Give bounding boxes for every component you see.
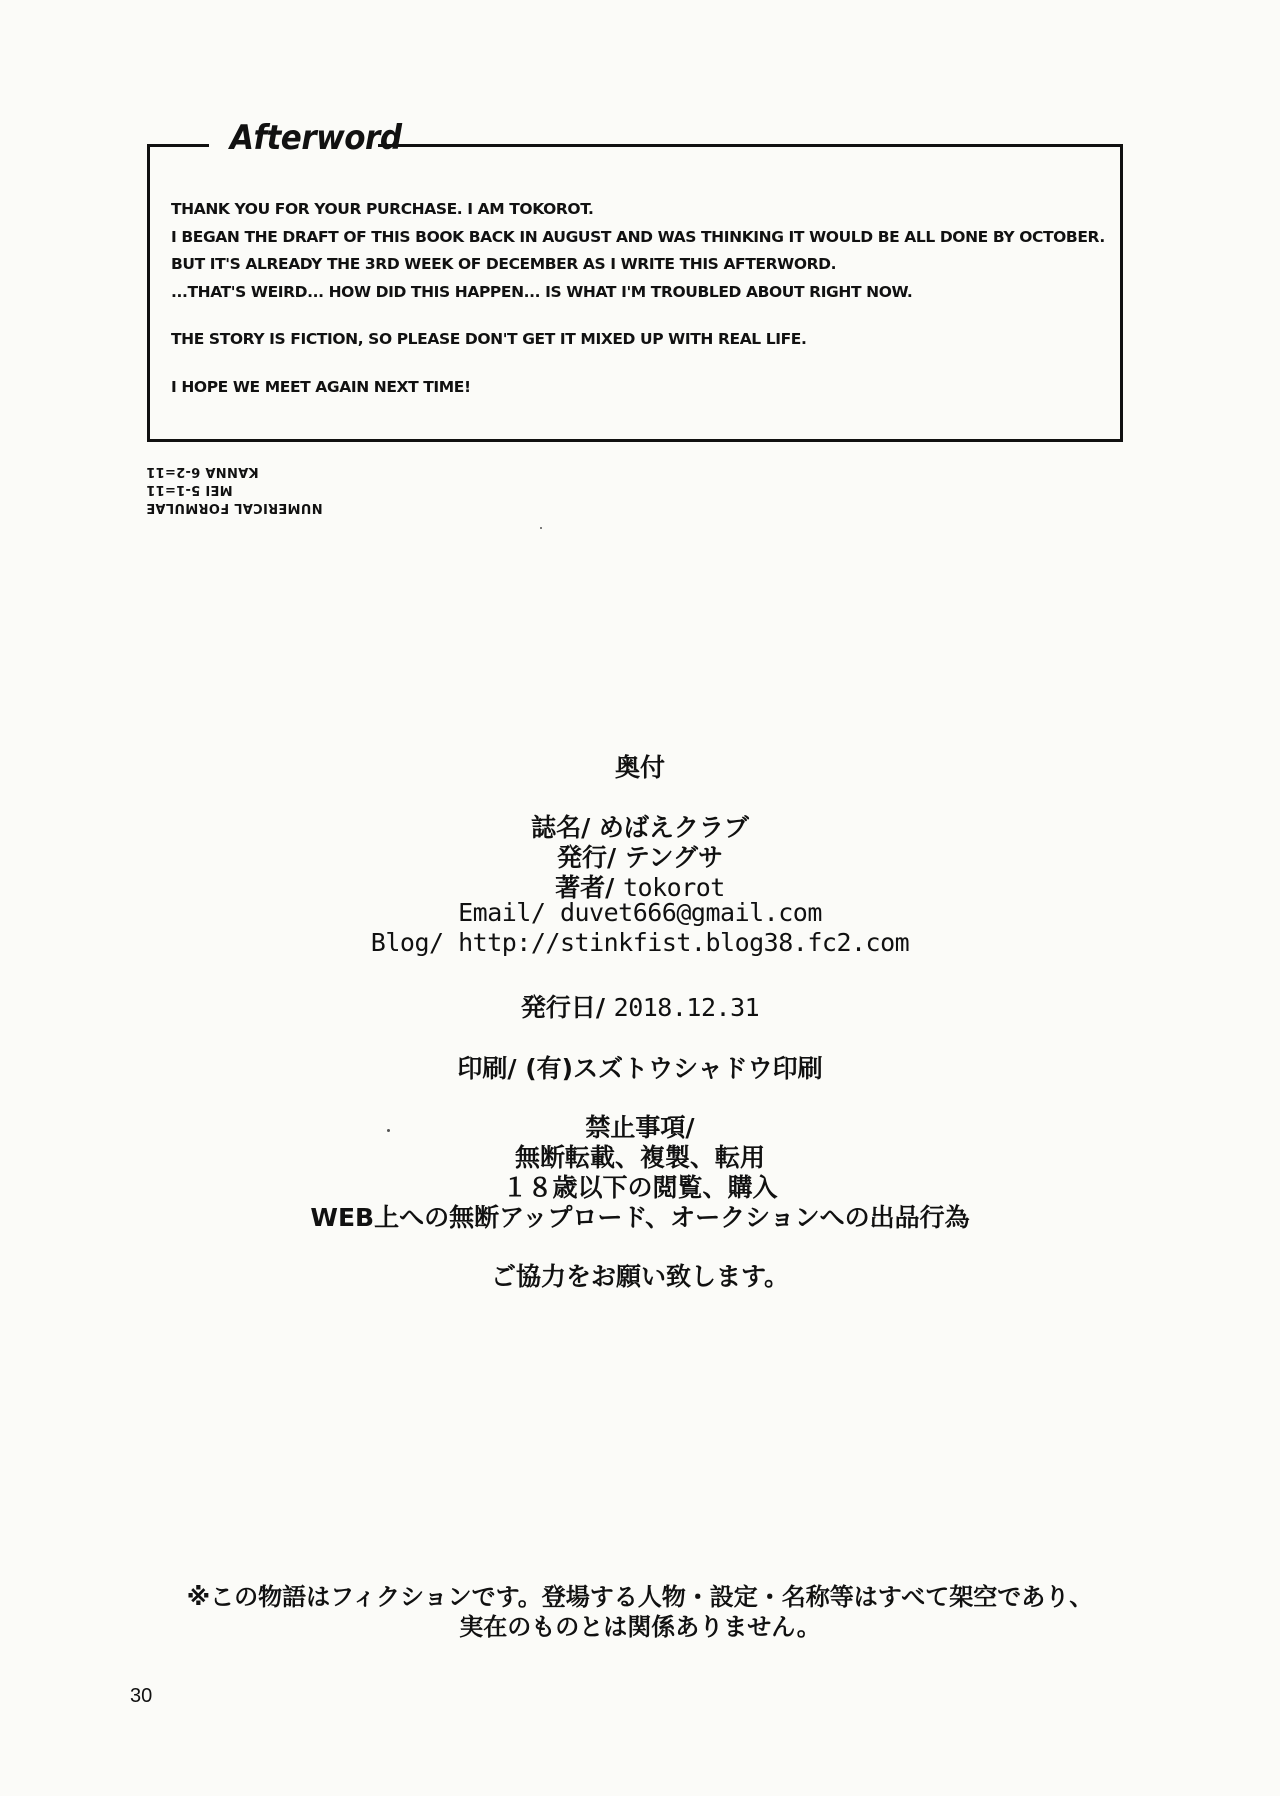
afterword-text	[171, 196, 1105, 401]
colophon-printer: 印刷/ (有)スズトウシャドウ印刷	[457, 1054, 823, 1083]
afterword-line: BUT IT'S ALREADY THE 3RD WEEK OF DECEMBER AS I WRITE THIS AFTERWORD.	[171, 255, 837, 273]
disclaimer-line: ※この物語はフィクションです。登場する人物・設定・名称等はすべて架空であり、	[186, 1583, 1094, 1611]
afterword-line: THE STORY IS FICTION, SO PLEASE DON'T GET IT MIXED UP WITH REAL LIFE.	[171, 330, 807, 348]
scan-speck	[387, 1129, 390, 1132]
prohibited-item: WEB上への無断アップロード、オークションへの出品行為	[310, 1203, 970, 1232]
formulae-line: KANNA 6-2=11	[146, 464, 259, 479]
colophon-date	[0, 988, 1280, 1024]
colophon-publisher: 発行/ テングサ	[556, 843, 724, 872]
date-value: 2018.12.31	[613, 993, 760, 1022]
afterword-line: THANK YOU FOR YOUR PURCHASE. I AM TOKOROT.	[171, 200, 594, 218]
colophon-title: 誌名/ めばえクラブ	[531, 813, 749, 842]
colophon-email: Email/ duvet666@gmail.com	[458, 898, 822, 927]
afterword-line: ...THAT'S WEIRD... HOW DID THIS HAPPEN... IS WHAT I'M TROUBLED ABOUT RIGHT NOW.	[171, 282, 913, 301]
page-number: 30	[130, 1685, 153, 1707]
colophon-blog: Blog/ http://stinkfist.blog38.fc2.com	[370, 928, 910, 957]
date-label: 発行日/	[520, 993, 614, 1022]
colophon-heading: 奥付	[614, 753, 665, 782]
paragraph-gap	[171, 306, 1101, 326]
afterword-line: I HOPE WE MEET AGAIN NEXT TIME!	[171, 377, 471, 396]
afterword-line: I BEGAN THE DRAFT OF THIS BOOK BACK IN AUGUST AND WAS THINKING IT WOULD BE ALL DONE BY OCTOBER.	[171, 227, 1105, 246]
prohibited-item: 無断転載、複製、転用	[514, 1143, 765, 1172]
prohibited-heading: 禁止事項/	[585, 1113, 695, 1142]
scan-speck	[540, 527, 542, 529]
colophon-thanks: ご協力をお願い致します。	[490, 1262, 789, 1291]
disclaimer-line: 実在のものとは関係ありません。	[459, 1613, 821, 1641]
prohibited-item: １８歳以下の閲覧、購入	[502, 1173, 778, 1202]
author-value: tokorot	[622, 873, 725, 902]
formulae-heading: NUMERICAL FORMULAE	[146, 500, 323, 515]
formulae-note	[146, 462, 323, 516]
formulae-line: MEI 5-1=11	[146, 482, 233, 497]
afterword-title: Afterword	[230, 118, 402, 158]
paragraph-gap	[171, 354, 1101, 374]
author-label: 著者/	[555, 873, 623, 902]
